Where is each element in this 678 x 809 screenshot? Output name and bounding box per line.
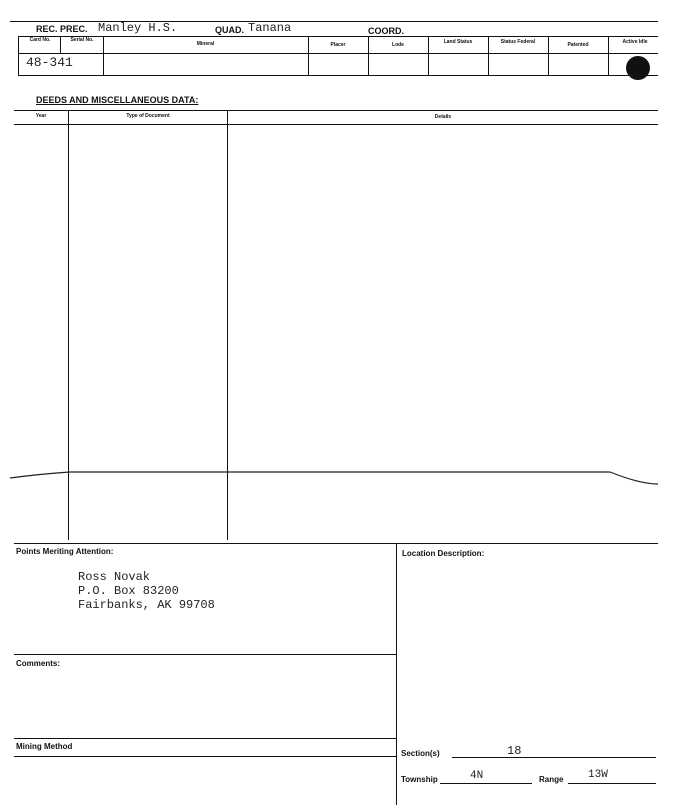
section-underline [452,757,656,758]
coord-label: COORD. [368,26,404,36]
col-serial-no: Serial No. [70,37,94,43]
claim-col-line [18,36,19,75]
deeds-bottom [14,543,658,544]
location-description-label: Location Description: [402,549,485,558]
address-line-1: Ross Novak [78,570,151,584]
claim-col-line [608,36,609,75]
col-patented: Patented [567,42,589,48]
claim-col-line [428,36,429,75]
rec-prec-label: REC. PREC. [36,24,88,34]
claim-col-line [488,36,489,75]
range-underline [568,783,656,784]
quad-label: QUAD. [215,25,244,35]
quad-value: Tanana [248,21,292,35]
claim-col-line [60,36,61,53]
col-land-status: Land Status [443,39,473,45]
deeds-header-rule [14,124,658,125]
address-line-3: Fairbanks, AK 99708 [78,598,215,612]
points-label: Points Meriting Attention: [16,547,114,556]
page-fold [0,462,678,492]
claim-col-line [548,36,549,75]
mining-method-rule [14,756,396,757]
section-value: 18 [507,744,522,758]
col-active-idle: Active Idle [622,39,648,45]
claim-col-line [368,36,369,75]
col-placer: Placer [330,42,346,48]
col-card-no: Card No. [29,37,51,43]
bottom-divider [396,543,397,805]
township-value: 4N [470,770,484,782]
section-label: Section(s) [401,749,440,758]
card-no-value: 48-341 [26,55,73,70]
col-year: Year [35,113,47,119]
mining-method-label: Mining Method [16,742,73,751]
col-status-federal: Status Federal [500,39,536,45]
claim-table-top [18,36,658,37]
township-underline [440,783,532,784]
deeds-title: DEEDS AND MISCELLANEOUS DATA: [36,95,199,105]
deeds-top [14,110,658,111]
township-label: Township [401,775,438,784]
range-value: 13W [588,769,608,781]
col-lode: Lode [392,42,404,48]
hole-punch [626,56,650,80]
range-label: Range [539,775,564,784]
col-details: Details [434,114,452,120]
comments-bottom [14,738,396,739]
comments-label: Comments: [16,659,61,668]
address-line-2: P.O. Box 83200 [78,584,179,598]
claim-col-line [308,36,309,75]
col-type-of-document: Type of Document [126,113,170,119]
claim-table-header-rule [18,53,658,54]
rec-prec-value: Manley H.S. [98,21,178,35]
col-mineral: Mineral [196,41,215,47]
claim-table-bottom [18,75,658,76]
points-bottom [14,654,396,655]
